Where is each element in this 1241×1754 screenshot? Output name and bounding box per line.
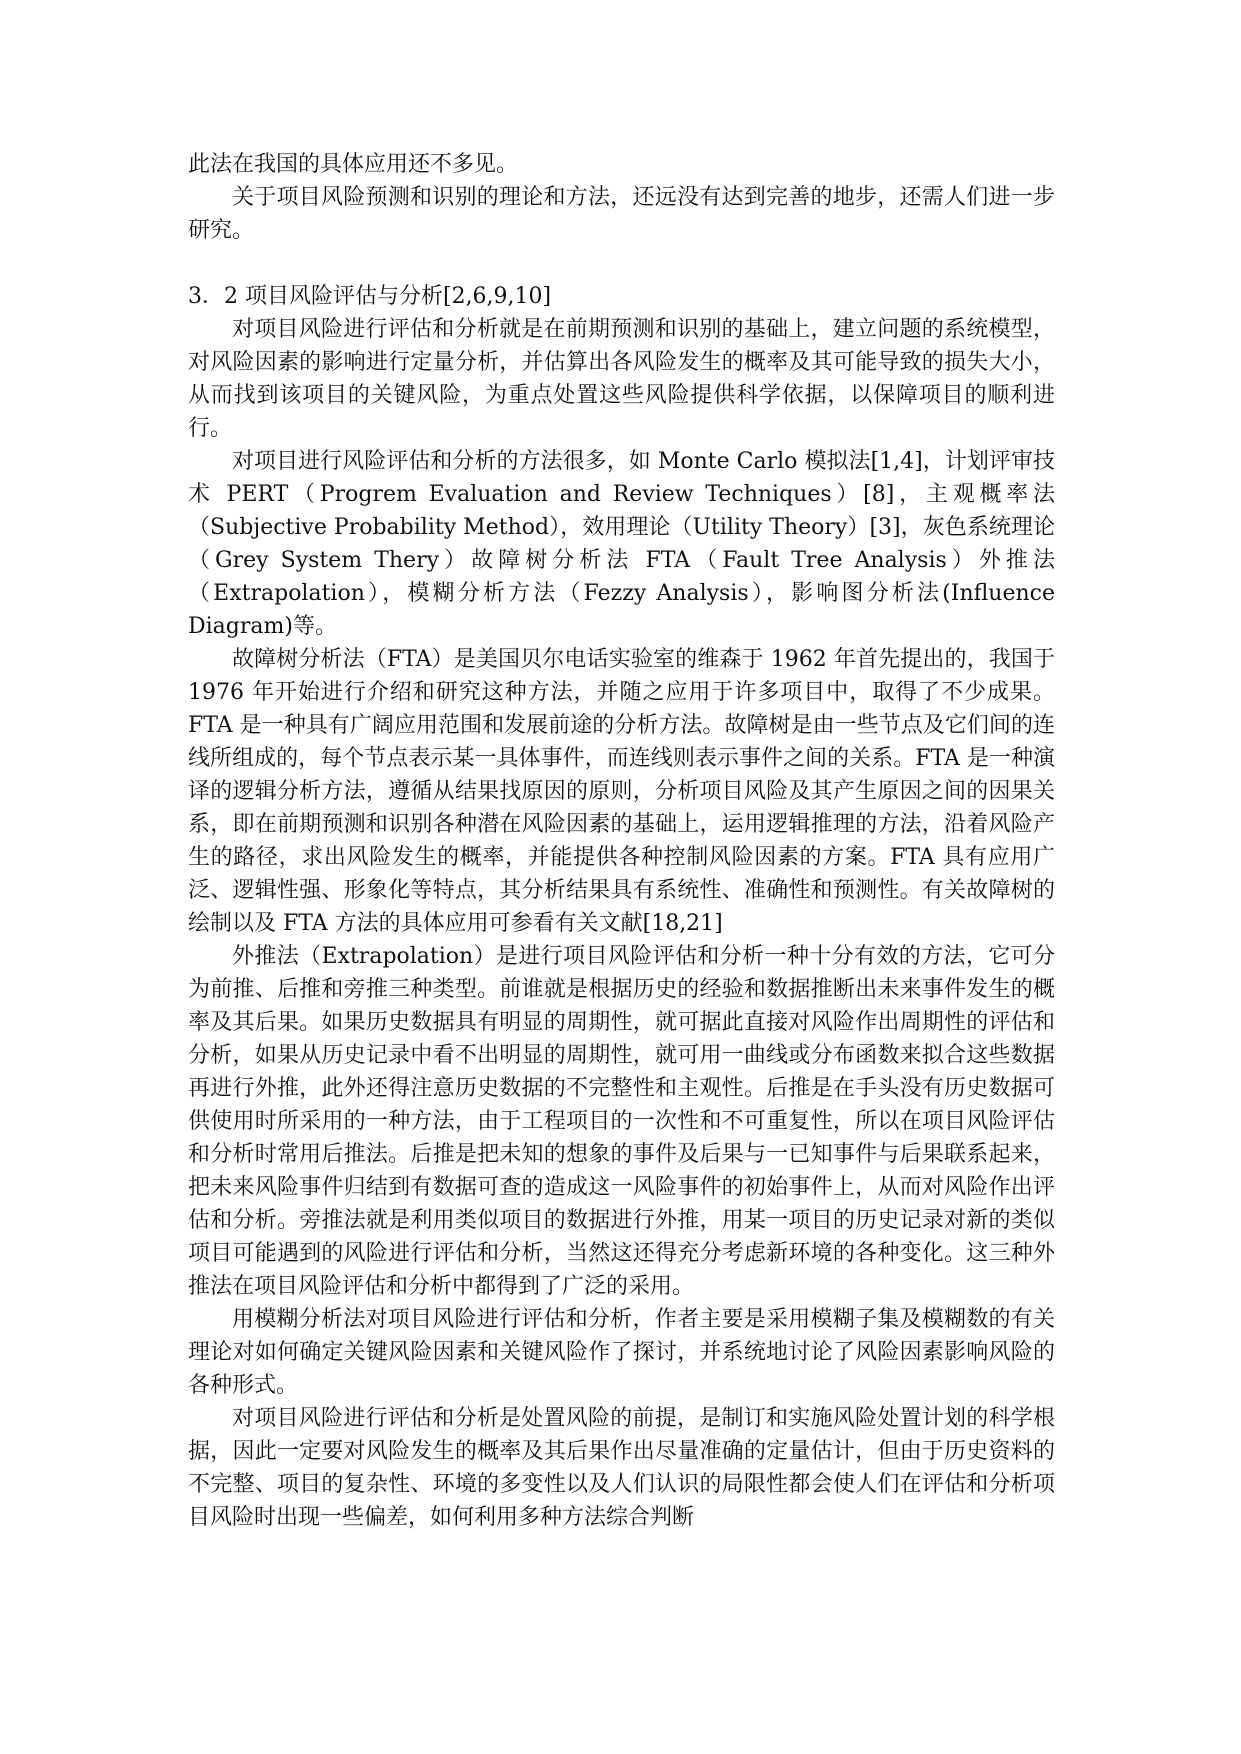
section-heading: 3．2 项目风险评估与分析[2,6,9,10] — [188, 284, 552, 309]
paragraph-gap — [188, 247, 1055, 280]
paragraph-2: 对项目进行风险评估和分析的方法很多，如 Monte Carlo 模拟法[1,4]，计划评审技术 PERT（Progrem Evaluation and Review Techniques）[8]，主观概率法（Subjective Probability Method），效用理论（Utility Theory）[3]，灰色系统理论（Grey System Thery）故障树分析法 FTA（Fault Tree Analysis）外推法（Extrapolation），模糊分析方法（Fezzy Analysis），影响图分析法(Influence Diagram)等。 — [188, 449, 1055, 639]
paragraph-1: 对项目风险进行评估和分析就是在前期预测和识别的基础上，建立问题的系统模型，对风险因素的影响进行定量分析，并估算出各风险发生的概率及其可能导致的损失大小，从而找到该项目的关键风险，为重点处置这些风险提供科学依据，以保障项目的顺利进行。 — [188, 317, 1055, 441]
paragraph-6: 对项目风险进行评估和分析是处置风险的前提，是制订和实施风险处置计划的科学根据，因此一定要对风险发生的概率及其后果作出尽量准确的定量估计，但由于历史资料的不完整、项目的复杂性、环境的多变性以及人们认识的局限性都会使人们在评估和分析项目风险时出现一些偏差，如何利用多种方法综合判断 — [188, 1406, 1055, 1530]
paragraph-3: 故障树分析法（FTA）是美国贝尔电话实验室的维森于 1962 年首先提出的，我国于 1976 年开始进行介绍和研究这种方法，并随之应用于许多项目中，取得了不少成果。 FTA 是一种具有广阔应用范围和发展前途的分析方法。故障树是由一些节点及它们间的连线所组成的，每个节点表示某一具体事件，而连线则表示事件之间的关系。FTA 是一种演译的逻辑分析方法，遵循从结果找原因的原则，分析项目风险及其产生原因之间的因果关系，即在前期预测和识别各种潜在风险因素的基础上，运用逻辑推理的方法，沿着风险产生的路径，求出风险发生的概率，并能提供各种控制风险因素的方案。FTA 具有应用广泛、逻辑性强、形象化等特点，其分析结果具有系统性、准确性和预测性。有关故障树的绘制以及 FTA 方法的具体应用可参看有关文献[18,21] — [188, 647, 1055, 936]
paragraph-closing-remark: 关于项目风险预测和识别的理论和方法，还远没有达到完善的地步，还需人们进一步研究。 — [188, 185, 1055, 243]
paragraph-5: 用模糊分析法对项目风险进行评估和分析，作者主要是采用模糊子集及模糊数的有关理论对如何确定关键风险因素和关键风险作了探讨，并系统地讨论了风险因素影响风险的各种形式。 — [188, 1307, 1055, 1398]
body-text — [188, 148, 1055, 1534]
paragraph-continued: 此法在我国的具体应用还不多见。 — [188, 152, 519, 177]
paragraph-4: 外推法（Extrapolation）是进行项目风险评估和分析一种十分有效的方法，它可分为前推、后推和旁推三种类型。前谁就是根据历史的经验和数据推断出未来事件发生的概率及其后果。如果历史数据具有明显的周期性，就可据此直接对风险作出周期性的评估和分析，如果从历史记录中看不出明显的周期性，就可用一曲线或分布函数来拟合这些数据再进行外推，此外还得注意历史数据的不完整性和主观性。后推是在手头没有历史数据可供使用时所采用的一种方法，由于工程项目的一次性和不可重复性，所以在项目风险评估和分析时常用后推法。后推是把未知的想象的事件及后果与一已知事件与后果联系起来，把未来风险事件归结到有数据可查的造成这一风险事件的初始事件上，从而对风险作出评估和分析。旁推法就是利用类似项目的数据进行外推，用某一项目的历史记录对新的类似项目可能遇到的风险进行评估和分析，当然这还得充分考虑新环境的各种变化。这三种外推法在项目风险评估和分析中都得到了广泛的采用。 — [188, 944, 1055, 1299]
